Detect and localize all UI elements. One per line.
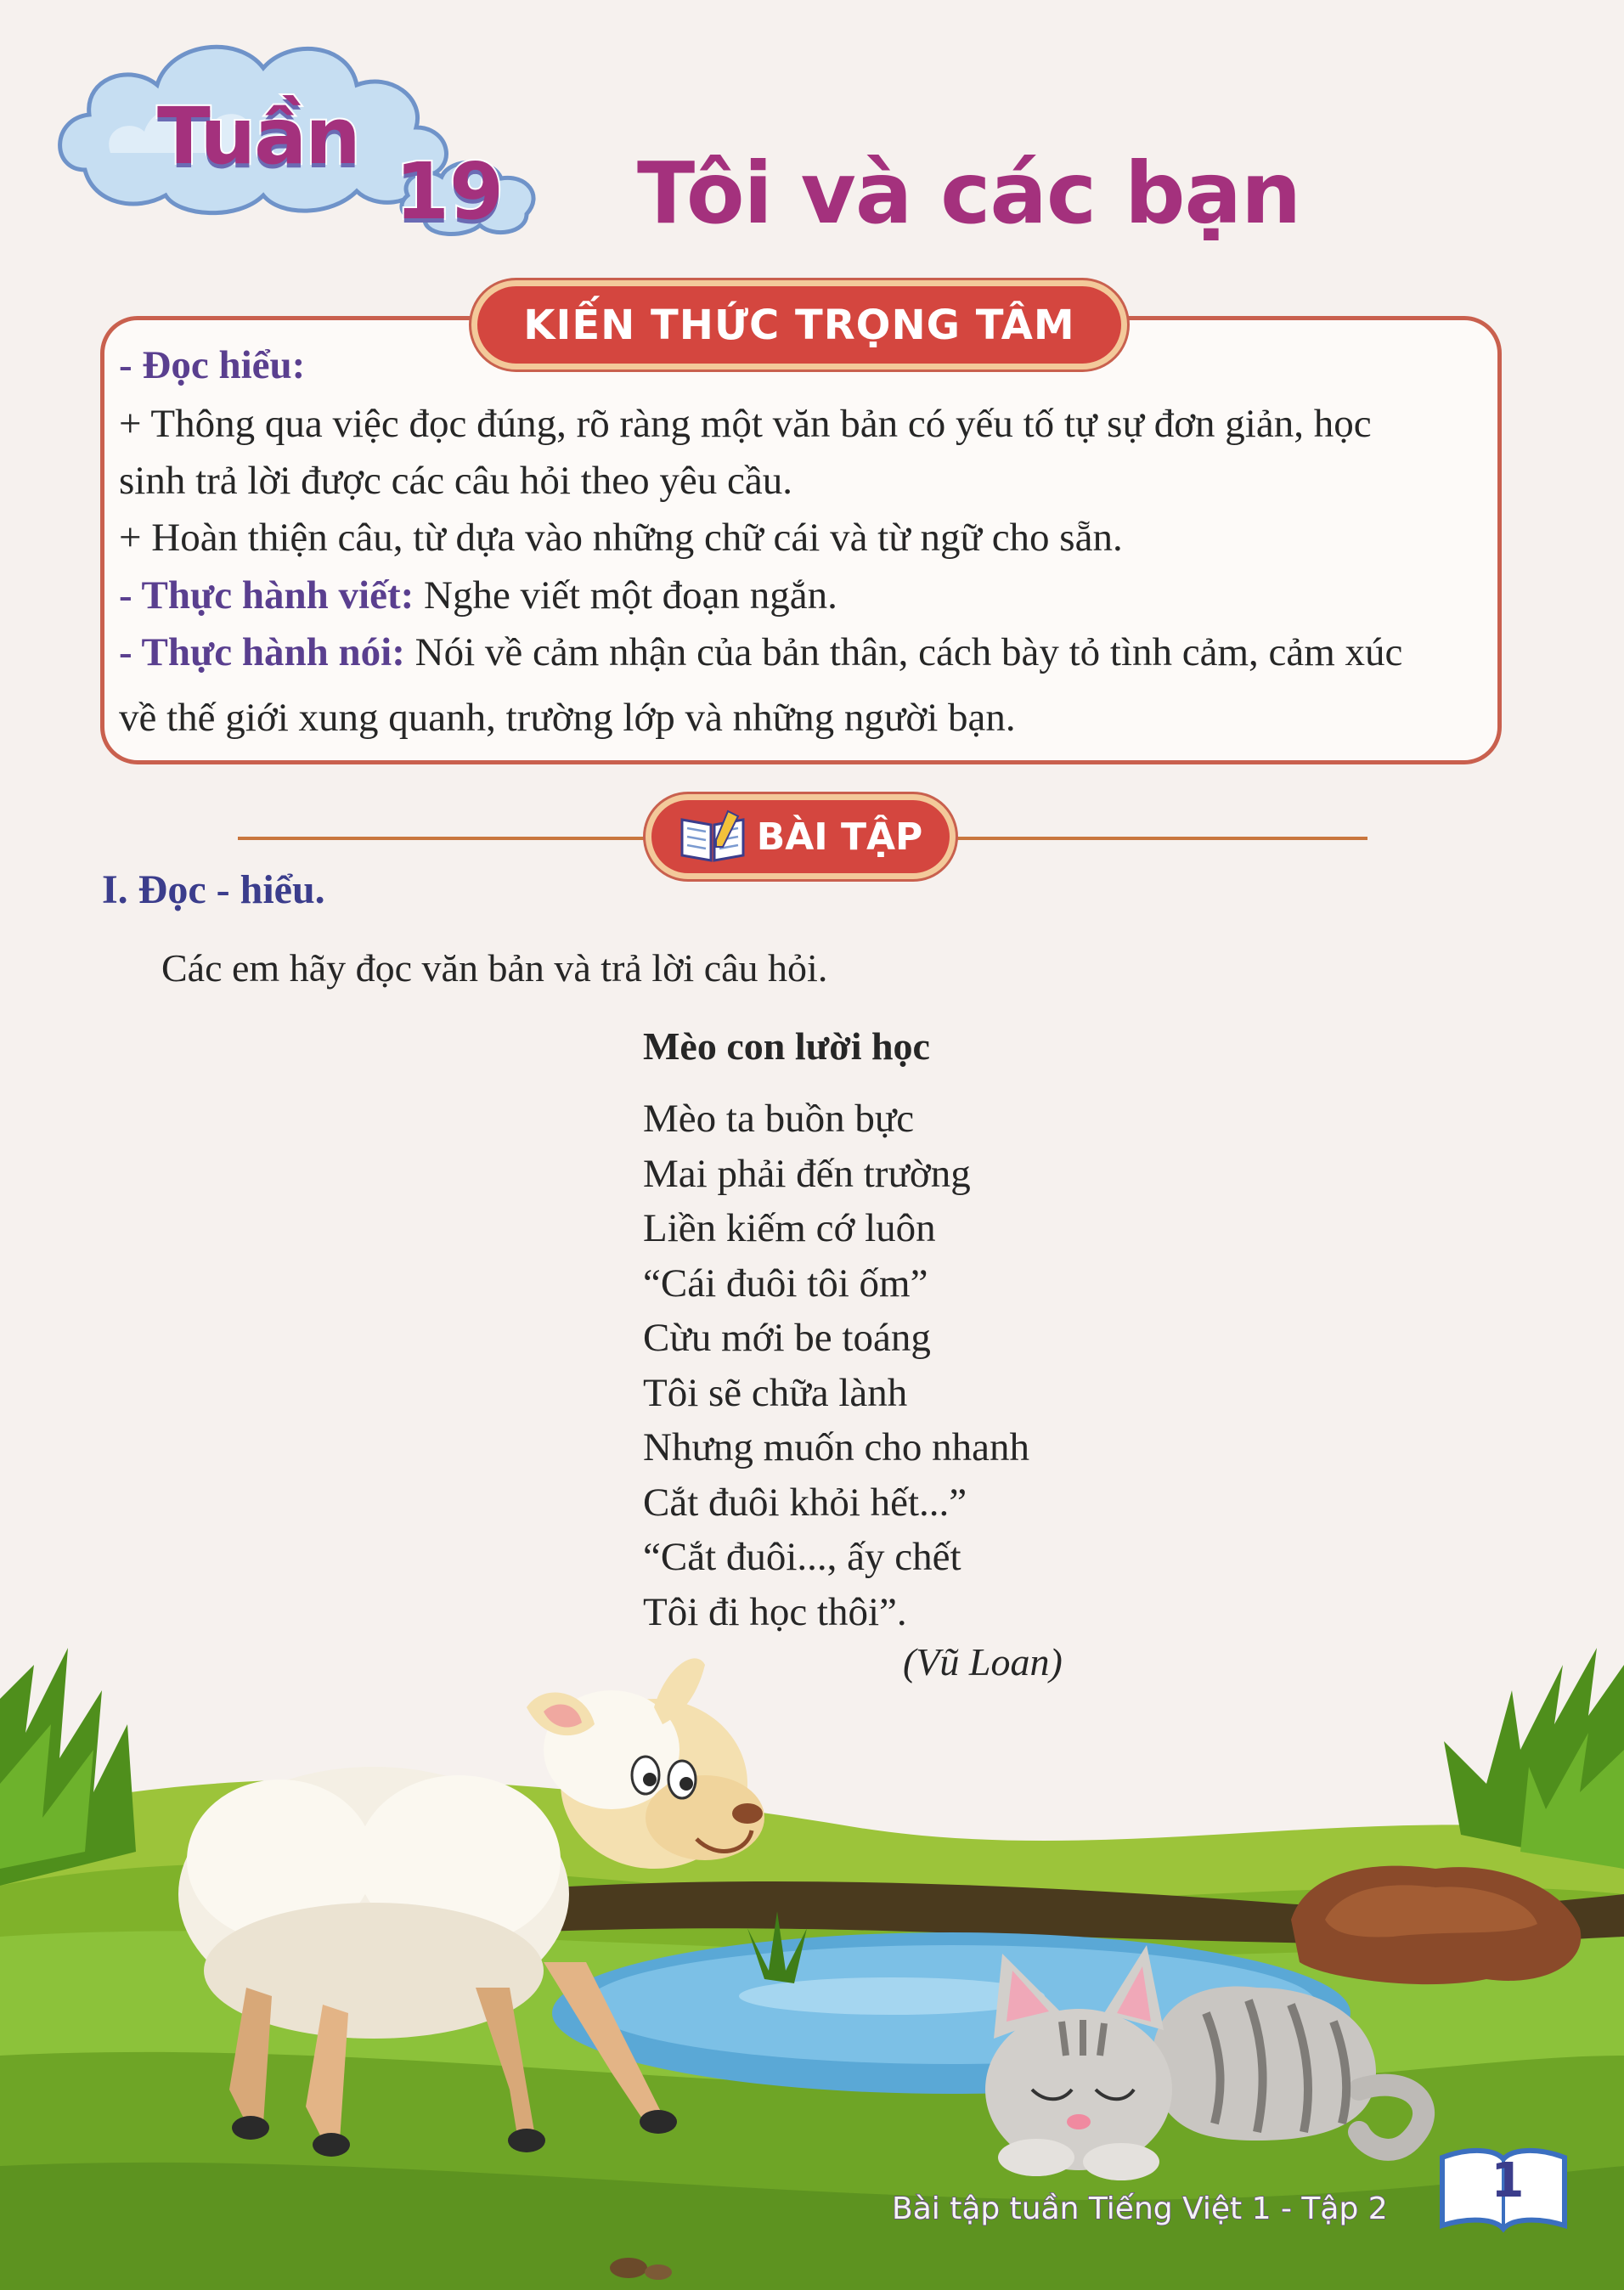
speaking-heading: - Thực hành nói:: [119, 630, 405, 674]
exercise-banner: [646, 794, 956, 879]
book-title: Bài tập tuần Tiếng Việt 1 - Tập 2: [892, 2191, 1388, 2226]
poem-line: Nhưng muốn cho nhanh: [643, 1425, 1029, 1469]
reading-point-2: + Hoàn thiện câu, từ dựa vào những chữ cái và từ ngữ cho sẵn.: [119, 516, 1123, 560]
week-label: Tuần: [157, 91, 359, 182]
page-number: 1: [1491, 2153, 1525, 2208]
speaking-line: [119, 624, 1495, 681]
poem-line: Liền kiếm cớ luôn: [643, 1206, 936, 1250]
exercise-banner-label: BÀI TẬP: [756, 815, 923, 859]
poem-line: Tôi sẽ chữa lành: [643, 1370, 908, 1415]
writing-line: [119, 567, 1495, 624]
speaking-text: Nói về cảm nhận của bản thân, cách bày tỏ tình cảm, cảm xúc: [404, 630, 1403, 674]
poem-author: (Vũ Loan): [903, 1640, 1063, 1684]
poem-line: Mai phải đến trường: [643, 1151, 971, 1196]
section-heading: I. Đọc - hiểu.: [102, 867, 325, 912]
poem-line: Tôi đi học thôi”.: [643, 1589, 907, 1634]
week-number: 19: [395, 146, 505, 237]
instruction-text: Các em hãy đọc văn bản và trả lời câu hỏi.: [161, 946, 828, 990]
speaking-text-cont: về thế giới xung quanh, trường lớp và những người bạn.: [119, 696, 1016, 740]
open-book-icon: [679, 809, 747, 864]
writing-heading: - Thực hành viết:: [119, 573, 414, 618]
poem-line: Mèo ta buồn bực: [643, 1097, 915, 1141]
reading-heading: - Đọc hiểu:: [119, 343, 306, 387]
poem-line: “Cái đuôi tôi ốm”: [643, 1261, 928, 1306]
poem-line: Cừu mới be toáng: [643, 1316, 931, 1360]
page-title: Tôi và các bạn: [637, 144, 1301, 243]
divider-right: [951, 837, 1367, 840]
reading-point-1-cont: sinh trả lời được các câu hỏi theo yêu cầu.: [119, 459, 792, 503]
poem-line: “Cắt đuôi..., ấy chết: [643, 1535, 961, 1579]
poem-title: Mèo con lười học: [643, 1024, 930, 1068]
poem-body: [643, 1091, 1029, 1639]
divider-left: [238, 837, 646, 840]
meadow-illustration: [0, 1614, 1624, 2290]
knowledge-banner-label: KIẾN THỨC TRỌNG TÂM: [523, 301, 1075, 349]
writing-text: Nghe viết một đoạn ngắn.: [414, 573, 837, 618]
reading-point-1: + Thông qua việc đọc đúng, rõ ràng một văn bản có yếu tố tự sự đơn giản, học: [119, 402, 1372, 446]
poem-line: Cắt đuôi khỏi hết...”: [643, 1480, 967, 1525]
